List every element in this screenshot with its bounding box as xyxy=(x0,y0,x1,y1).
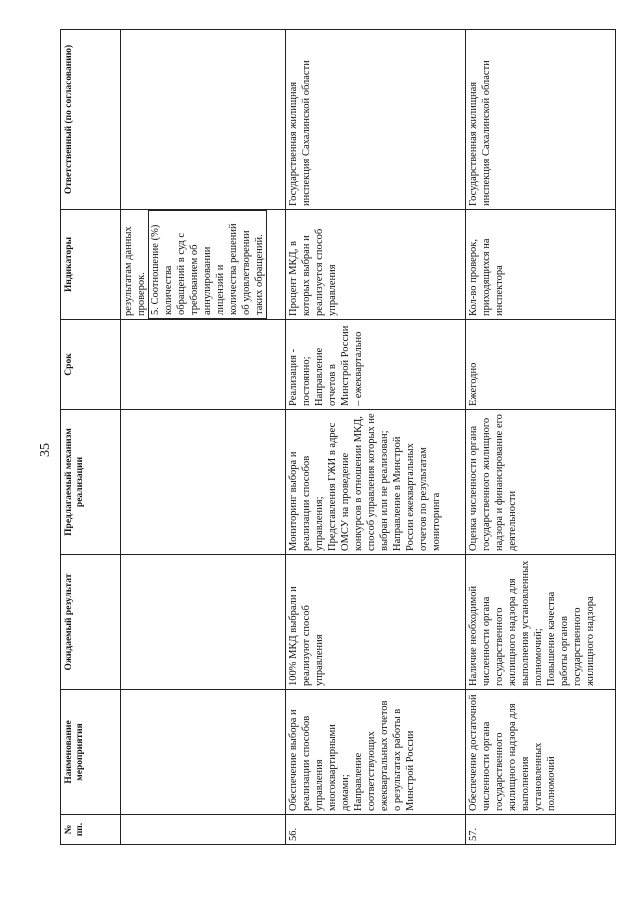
header-num: № пп. xyxy=(61,815,121,845)
header-indicators: Индикаторы xyxy=(61,210,121,320)
row56-result: 100% МКД выбрали и реализуют способ управления xyxy=(286,555,466,690)
header-result: Ожидаемый результат xyxy=(61,555,121,690)
cont-indicators xyxy=(121,210,286,320)
header-mechanism: Предлагаемый механизм реализации xyxy=(61,410,121,555)
cont-indicator-a: результатам данных проверок. xyxy=(123,226,147,316)
row56-name-b: Направление соответствующих ежеквартальных отчетов о результатах работы в Минстрой России xyxy=(353,700,416,811)
row56-mech-a: Мониторинг выбора и реализации способов управления; xyxy=(288,451,325,551)
row56-mechanism xyxy=(286,410,466,555)
row57-result-b: Повышение качества работы органов государственного жилищного надзора xyxy=(546,591,596,686)
row57-num: 57. xyxy=(466,815,616,845)
header-name: Наименование мероприятия xyxy=(61,690,121,815)
row57-responsible: Государственная жилищная инспекция Сахалинской области xyxy=(466,30,616,210)
row56-term xyxy=(286,320,466,410)
cont-indicator-b-box xyxy=(148,210,267,319)
table-row-56 xyxy=(286,30,466,845)
row56-term-b: Направление отчетов в Минстрой России – ежеквартально xyxy=(314,325,364,406)
cont-indicator-b: 5. Соотношение (%) количества обращений в суд с требованием об аннулировании лицензий и количества решений об удовлетворении таких обращений. xyxy=(150,223,265,315)
row56-mech-c: Направление в Минстрой России ежеквартальных отчетов по результатам мониторинга xyxy=(392,436,442,551)
row56-term-a: Реализация - постоянно; xyxy=(288,348,312,406)
row57-result-a: Наличие необходимой численности органа государственного жилищного надзора для выполнения установленных полномочий; xyxy=(468,560,544,686)
row57-name: Обеспечение достаточной численности органа государственного жилищного надзора для выполнения установленных полномочий xyxy=(466,690,616,815)
row57-mechanism: Оценка численности органа государственного жилищного надзора и финансирование его деятельности xyxy=(466,410,616,555)
page-number: 35 xyxy=(38,443,53,457)
header-responsible: Ответственный (по согласованию) xyxy=(61,30,121,210)
table-row-57 xyxy=(466,30,616,845)
table-row-continuation xyxy=(121,30,286,845)
row56-name-a: Обеспечение выбора и реализации способов управления многоквартирными домами; xyxy=(288,709,351,811)
row56-num: 56. xyxy=(286,815,466,845)
row57-indicators: Кол-во проверок, приходящихся на инспектора xyxy=(466,210,616,320)
measures-table xyxy=(60,29,616,845)
row56-indicators: Процент МКД, в которых выбран и реализуется способ управления xyxy=(286,210,466,320)
table-header-row xyxy=(61,30,121,845)
header-term: Срок xyxy=(61,320,121,410)
row56-responsible: Государственная жилищная инспекция Сахалинской области xyxy=(286,30,466,210)
row57-result xyxy=(466,555,616,690)
row57-term: Ежегодно xyxy=(466,320,616,410)
row56-name xyxy=(286,690,466,815)
row56-mech-b: Представления ГЖИ в адрес ОМСУ на проведение конкурсов в отношении МКД, способ управления которых не выбран или не реализован; xyxy=(327,413,390,551)
